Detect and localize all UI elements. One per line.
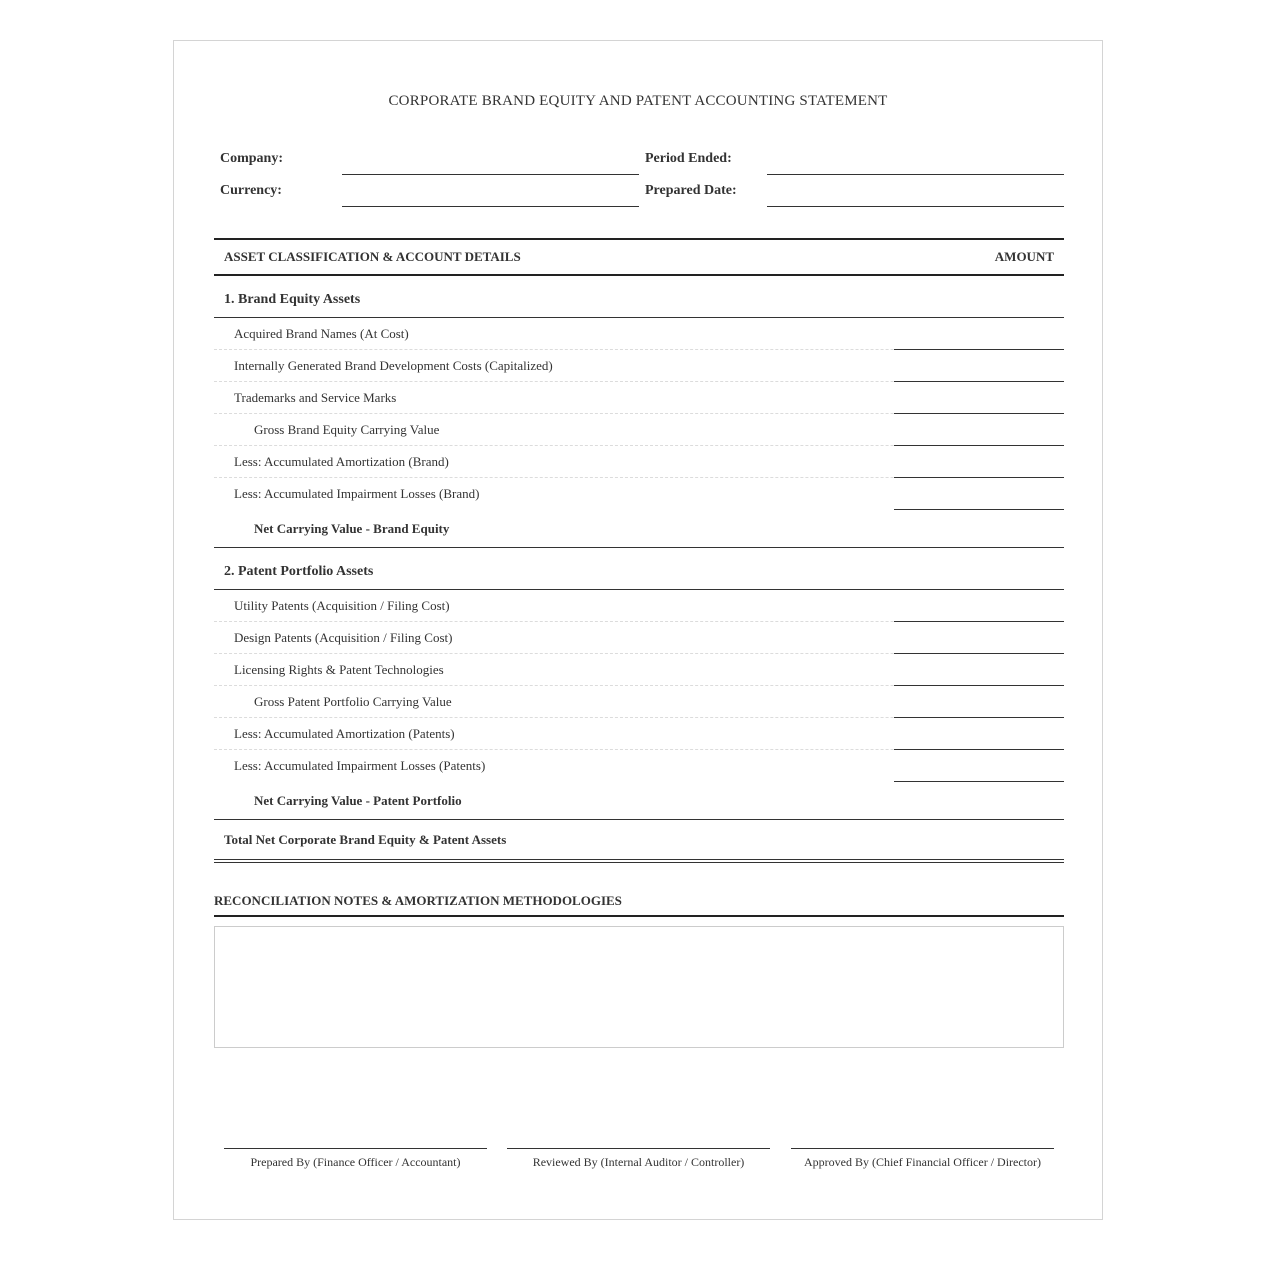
prepared-date-field[interactable]	[767, 206, 1064, 207]
row-label: Trademarks and Service Marks	[234, 390, 397, 405]
table-row	[214, 446, 1064, 478]
row-label: Gross Brand Equity Carrying Value	[254, 422, 440, 437]
prepared-date-label: Prepared Date:	[645, 183, 737, 198]
section-brand-equity	[214, 276, 1064, 318]
notes-heading: RECONCILIATION NOTES & AMORTIZATION METHODOLOGIES	[214, 893, 1064, 917]
row-label: Less: Accumulated Impairment Losses (Patents)	[234, 758, 486, 773]
signature-line-prepared[interactable]	[224, 1148, 487, 1170]
row-label: Acquired Brand Names (At Cost)	[234, 326, 409, 341]
signature-caption: Approved By (Chief Financial Officer / Director)	[803, 1155, 1042, 1169]
net-label: Net Carrying Value - Brand Equity	[254, 521, 450, 536]
table-row	[214, 750, 1064, 781]
statement-page	[173, 40, 1103, 1220]
row-label: Less: Accumulated Amortization (Patents)	[234, 726, 455, 741]
period-ended-field[interactable]	[767, 174, 1064, 175]
table-header	[214, 238, 1064, 276]
table-row-subtotal	[214, 414, 1064, 446]
table-row	[214, 318, 1064, 350]
row-label: Less: Accumulated Amortization (Brand)	[234, 454, 449, 469]
document-title: CORPORATE BRAND EQUITY AND PATENT ACCOUNTING STATEMENT	[388, 93, 888, 109]
row-label: Utility Patents (Acquisition / Filing Cost)	[234, 598, 450, 613]
signature-line-reviewed[interactable]	[507, 1148, 770, 1170]
signature-line-approved[interactable]	[791, 1148, 1054, 1170]
asset-table	[214, 238, 1064, 863]
section-heading: 1. Brand Equity Assets	[224, 292, 361, 307]
net-label: Net Carrying Value - Patent Portfolio	[254, 793, 462, 808]
row-label: Licensing Rights & Patent Technologies	[234, 662, 444, 677]
net-patent-portfolio-row	[214, 781, 1064, 820]
section-heading: 2. Patent Portfolio Assets	[224, 564, 374, 579]
column-header-details: ASSET CLASSIFICATION & ACCOUNT DETAILS	[224, 249, 521, 264]
table-row	[214, 382, 1064, 414]
table-row	[214, 478, 1064, 509]
table-row	[214, 654, 1064, 686]
period-ended-label: Period Ended:	[645, 151, 732, 166]
currency-field[interactable]	[342, 206, 639, 207]
total-label: Total Net Corporate Brand Equity & Patent Assets	[224, 832, 507, 847]
notes-textarea[interactable]	[214, 926, 1064, 1048]
currency-label: Currency:	[220, 183, 282, 198]
section-patent-portfolio	[214, 548, 1064, 590]
column-header-amount: AMOUNT	[994, 249, 1054, 264]
grand-total-row	[214, 820, 1064, 863]
company-label: Company:	[220, 151, 284, 166]
net-brand-equity-row	[214, 509, 1064, 548]
signature-caption: Reviewed By (Internal Auditor / Controller)	[532, 1155, 745, 1169]
row-label: Less: Accumulated Impairment Losses (Brand)	[234, 486, 480, 501]
signature-caption: Prepared By (Finance Officer / Accountant)	[250, 1155, 461, 1169]
row-label: Design Patents (Acquisition / Filing Cost)	[234, 630, 453, 645]
row-label: Gross Patent Portfolio Carrying Value	[254, 694, 452, 709]
row-label: Internally Generated Brand Development Costs (Capitalized)	[234, 358, 553, 373]
table-row	[214, 718, 1064, 750]
company-field[interactable]	[342, 174, 639, 175]
table-row-subtotal	[214, 686, 1064, 718]
table-row	[214, 350, 1064, 382]
table-row	[214, 622, 1064, 654]
table-row	[214, 590, 1064, 622]
